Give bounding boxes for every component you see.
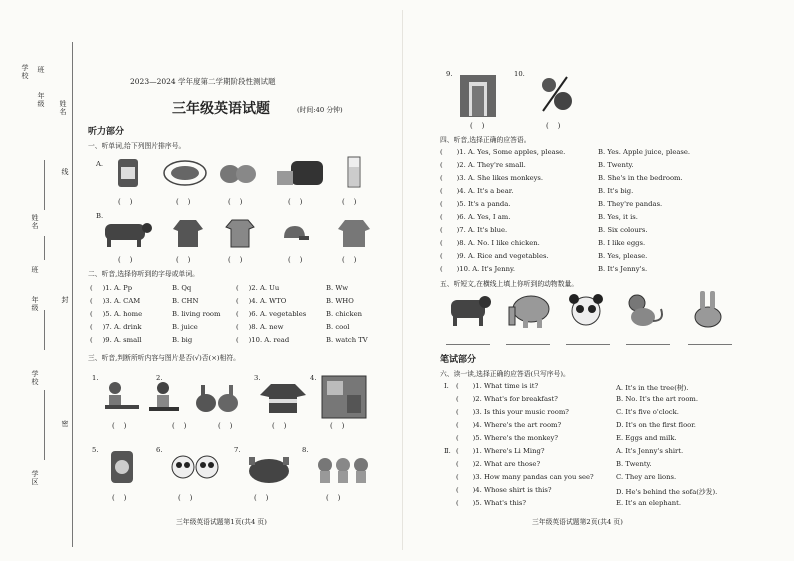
answer-blank[interactable] (688, 344, 732, 345)
q4-row: ( )1. A. Yes, Some apples, please. (440, 148, 566, 156)
q4-option-b: B. They're pandas. (598, 200, 663, 208)
q3-num: 2. (156, 374, 163, 382)
q1-instruction: 一、听单词,给下列图片排序号。 (88, 142, 186, 150)
q3-num: 1. (92, 374, 99, 382)
binding-blank (44, 310, 45, 350)
q4-row: ( )7. A. It's blue. (440, 226, 508, 234)
q4-option-b: B. Yes, please. (598, 252, 648, 260)
answer-paren[interactable]: ( ) (176, 198, 191, 206)
binding-grade-label: 年级 (37, 92, 45, 108)
q2-option-b: B. big (172, 336, 193, 344)
picture-sweater (336, 216, 372, 250)
answer-paren[interactable]: ( ) (228, 256, 243, 264)
binding-school-label: 学校 (21, 64, 29, 80)
answer-paren[interactable]: ( ) (228, 198, 243, 206)
q3-num: 6. (156, 446, 163, 454)
q6-answer: C. It's five o'clock. (616, 408, 679, 416)
exam-title: 三年级英语试题 (172, 101, 270, 117)
picture-pandas (168, 450, 222, 484)
answer-blank[interactable] (506, 344, 550, 345)
binding-line-char-3: 密 (61, 420, 69, 428)
q4-option-b: B. It's Jenny's. (598, 265, 648, 273)
answer-paren[interactable]: ( ) (342, 198, 357, 206)
q4-row: ( )8. A. No. I like chicken. (440, 239, 540, 247)
page-fold (402, 10, 403, 550)
q2-option-b: B. Qq (172, 284, 192, 292)
picture-cap (280, 222, 310, 244)
picture-rabbits (192, 380, 242, 416)
answer-paren[interactable]: ( ) (112, 422, 127, 430)
q2-row: ( )1. A. Pp (90, 284, 133, 292)
binding-line-char-1: 线 (61, 168, 69, 176)
binding-line (72, 42, 73, 547)
q4-option-b: B. Six colours. (598, 226, 648, 234)
answer-blank[interactable] (626, 344, 670, 345)
q2-option-b: B. CHN (172, 297, 199, 305)
picture-chicken (244, 450, 294, 486)
exam-header: 2023—2024 学年度第二学期阶段性测试题 (130, 77, 276, 86)
picture-plate-food (162, 158, 208, 188)
answer-paren[interactable]: ( ) (288, 198, 303, 206)
q2-row: ( )7. A. drink (90, 323, 142, 331)
q4-row: ( )10. A. It's Jenny. (440, 265, 516, 273)
q4-option-b: B. It's big. (598, 187, 634, 195)
q6-instruction: 六、读一读,选择正确的应答语(只写序号)。 (440, 370, 570, 378)
answer-paren[interactable]: ( ) (470, 122, 485, 130)
binding-label-school: 学校 (31, 370, 39, 386)
q4-option-b: B. Twenty. (598, 161, 634, 169)
answer-paren[interactable]: ( ) (218, 422, 233, 430)
q6-row: ( )2. What are those? (456, 460, 541, 468)
picture-doorway (458, 74, 498, 118)
answer-blank[interactable] (446, 344, 490, 345)
q6-row: ( )5. Where's the monkey? (456, 434, 558, 442)
q6-answer: A. It's Jenny's shirt. (616, 447, 684, 455)
binding-blank (44, 236, 45, 260)
picture-jacket (170, 216, 206, 250)
picture-monkey (620, 290, 668, 330)
q4-row: ( )6. A. Yes, I am. (440, 213, 511, 221)
picture-shirt (224, 216, 256, 250)
q6-answer: B. No. It's the art room. (616, 395, 699, 403)
picture-rabbit (688, 288, 728, 330)
picture-elephant (504, 290, 554, 330)
q2-instruction: 二、听音,选择你听到的字母或单词。 (88, 270, 199, 278)
q2-option-b: B. cool (326, 323, 350, 331)
q3-num: 7. (234, 446, 241, 454)
answer-paren[interactable]: ( ) (176, 256, 191, 264)
footer-right: 三年级英语试题第2页(共4 页) (532, 518, 623, 526)
picture-children-eating (102, 378, 142, 418)
q6-answer: E. It's an elephant. (616, 499, 682, 507)
q2-option-b: B. Ww (326, 284, 349, 292)
q2-row: ( )9. A. small (90, 336, 142, 344)
binding-blank (44, 390, 45, 460)
q6-answer: D. He's behind the sofa(沙发). (616, 488, 718, 496)
q2-option-b: B. juice (172, 323, 198, 331)
section-writing: 笔试部分 (440, 355, 477, 365)
q6-row: ( )1. What time is it? (456, 382, 539, 390)
q3-num: 8. (302, 446, 309, 454)
q4-instruction: 四、听音,选择正确的应答语。 (440, 136, 531, 144)
q6-row: ( )5. What's this? (456, 499, 527, 507)
q3-instruction: 三、听音,判断所听内容与图片是否(√)否(×)相符。 (88, 354, 240, 362)
answer-paren[interactable]: ( ) (118, 256, 133, 264)
binding-label-district: 学区 (31, 470, 39, 486)
q2-row: ( )10. A. read (236, 336, 290, 344)
q-num-10: 10. (514, 70, 525, 78)
q2-row: ( )8. A. new (236, 323, 284, 331)
footer-left: 三年级英语试题第1页(共4 页) (176, 518, 267, 526)
q6-group-label: Ⅰ. (444, 382, 449, 390)
q3-num: 4. (310, 374, 317, 382)
q6-answer: E. Eggs and milk. (616, 434, 677, 442)
q3-num: 5. (92, 446, 99, 454)
q1-label-b: B. (96, 212, 104, 220)
answer-paren[interactable]: ( ) (330, 422, 345, 430)
q6-answer: C. They are lions. (616, 473, 677, 481)
q2-row: ( )6. A. vegetables (236, 310, 307, 318)
q6-row: ( )4. Whose shirt is this? (456, 486, 552, 494)
q6-row: ( )4. Where's the art room? (456, 421, 562, 429)
q4-option-b: B. She's in the bedroom. (598, 174, 683, 182)
picture-bread (272, 156, 326, 190)
picture-eggs (218, 160, 258, 188)
picture-tiger (98, 216, 154, 250)
binding-label-name: 姓名 (31, 214, 39, 230)
answer-paren[interactable]: ( ) (112, 494, 127, 502)
q2-row: ( )3. A. CAM (90, 297, 141, 305)
answer-blank[interactable] (566, 344, 610, 345)
picture-bottle (104, 446, 140, 486)
answer-paren[interactable]: ( ) (118, 198, 133, 206)
q6-answer: A. It's in the tree(树). (616, 384, 689, 392)
q2-row: ( )4. A. WTO (236, 297, 287, 305)
q4-option-b: B. Yes, it is. (598, 213, 638, 221)
picture-monkeys (314, 450, 372, 486)
binding-blank (44, 160, 45, 210)
q2-option-b: B. WHO (326, 297, 354, 305)
binding-line-char-2: 封 (61, 296, 69, 304)
q3-num: 3. (254, 374, 261, 382)
binding-label-grade: 年级 (31, 296, 39, 312)
q-num-9: 9. (446, 70, 453, 78)
q2-row: ( )5. A. home (90, 310, 143, 318)
q6-row: ( )2. What's for breakfast? (456, 395, 558, 403)
q4-row: ( )4. A. It's a bear. (440, 187, 514, 195)
q6-row: ( )3. Is this your music room? (456, 408, 569, 416)
binding-class-label: 班 (37, 66, 45, 74)
picture-jacket-2 (258, 380, 308, 416)
binding-name-label: 姓名 (59, 100, 67, 116)
q4-row: ( )2. A. They're small. (440, 161, 526, 169)
answer-paren[interactable]: ( ) (254, 494, 269, 502)
binding-label-class: 班 (31, 266, 39, 274)
picture-jar (112, 156, 144, 190)
picture-panda (566, 292, 606, 328)
picture-room (320, 374, 368, 420)
answer-paren[interactable]: ( ) (546, 122, 561, 130)
answer-paren[interactable]: ( ) (272, 422, 287, 430)
answer-paren[interactable]: ( ) (326, 494, 341, 502)
picture-tiger-2 (446, 290, 492, 330)
q6-group-label: Ⅱ. (444, 447, 451, 455)
exam-time: (时间:40 分钟) (297, 106, 343, 114)
q2-option-b: B. watch TV (326, 336, 368, 344)
picture-food-crossed (536, 74, 576, 114)
q4-row: ( )3. A. She likes monkeys. (440, 174, 544, 182)
picture-glass (344, 154, 364, 190)
answer-paren[interactable]: ( ) (342, 256, 357, 264)
q1-label-a: A. (96, 160, 104, 168)
answer-paren[interactable]: ( ) (288, 256, 303, 264)
q2-row: ( )2. A. Uu (236, 284, 280, 292)
q2-option-b: B. living room (172, 310, 221, 318)
section-listening: 听力部分 (88, 127, 125, 137)
q2-option-b: B. chicken (326, 310, 362, 318)
q5-instruction: 五、听短文,在横线上填上你听到的动物数量。 (440, 280, 579, 288)
q6-row: ( )3. How many pandas can you see? (456, 473, 594, 481)
q4-option-b: B. I like eggs. (598, 239, 646, 247)
picture-girl-table (146, 378, 182, 418)
q4-row: ( )9. A. Rice and vegetables. (440, 252, 549, 260)
q4-row: ( )5. It's a panda. (440, 200, 511, 208)
q6-answer: D. It's on the first floor. (616, 421, 696, 429)
answer-paren[interactable]: ( ) (172, 422, 187, 430)
q6-row: ( )1. Where's Li Ming? (456, 447, 545, 455)
q6-answer: B. Twenty. (616, 460, 652, 468)
answer-paren[interactable]: ( ) (178, 494, 193, 502)
q4-option-b: B. Yes. Apple juice, please. (598, 148, 691, 156)
